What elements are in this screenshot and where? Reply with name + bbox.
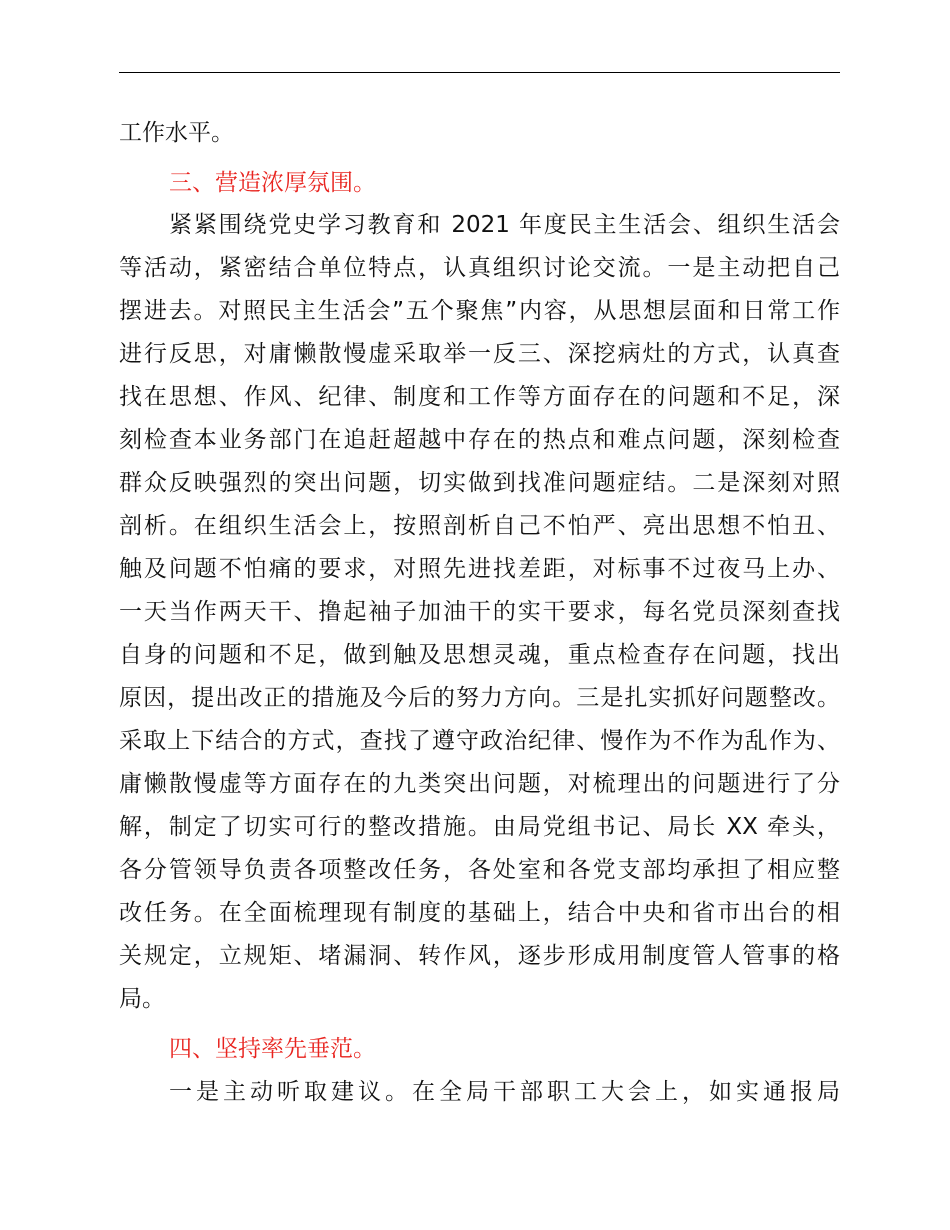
paragraph-line: 采取上下结合的方式，查找了遵守政治纪律、慢作为不作为乱作为、 [119, 728, 840, 754]
paragraph-line-last: 局。 [119, 986, 165, 1012]
paragraph-line: 庸懒散慢虚等方面存在的九类突出问题，对梳理出的问题进行了分 [119, 771, 840, 797]
paragraph-line: 各分管领导负责各项整改任务，各处室和各党支部均承担了相应整 [119, 857, 840, 883]
section-heading-3: 三、营造浓厚氛围。 [169, 170, 376, 196]
paragraph-line: 关规定，立规矩、堵漏洞、转作风，逐步形成用制度管人管事的格 [119, 943, 840, 969]
header-rule [119, 72, 840, 73]
paragraph-line: 等活动，紧密结合单位特点，认真组织讨论交流。一是主动把自己 [119, 255, 840, 281]
section-heading-4: 四、坚持率先垂范。 [169, 1036, 376, 1062]
paragraph-line: 群众反映强烈的突出问题，切实做到找准问题症结。二是深刻对照 [119, 470, 840, 496]
paragraph-line: 改任务。在全面梳理现有制度的基础上，结合中央和省市出台的相 [119, 900, 840, 926]
paragraph-line: 剖析。在组织生活会上，按照剖析自己不怕严、亮出思想不怕丑、 [119, 513, 840, 539]
paragraph-line: 原因，提出改正的措施及今后的努力方向。三是扎实抓好问题整改。 [119, 685, 840, 711]
paragraph-line: 进行反思，对庸懒散慢虚采取举一反三、深挖病灶的方式，认真查 [119, 341, 840, 367]
paragraph-line: 自身的问题和不足，做到触及思想灵魂，重点检查存在问题，找出 [119, 642, 840, 668]
paragraph-line: 找在思想、作风、纪律、制度和工作等方面存在的问题和不足，深 [119, 384, 840, 410]
paragraph-line: 摆进去。对照民主生活会”五个聚焦”内容，从思想层面和日常工作 [119, 298, 840, 324]
paragraph-line: 一是主动听取建议。在全局干部职工大会上，如实通报局 [169, 1079, 840, 1105]
text-line-continuation: 工作水平。 [119, 120, 234, 146]
paragraph-line: 触及问题不怕痛的要求，对照先进找差距，对标事不过夜马上办、 [119, 556, 840, 582]
paragraph-line: 解，制定了切实可行的整改措施。由局党组书记、局长 XX 牵头， [119, 814, 840, 840]
paragraph-line: 紧紧围绕党史学习教育和 2021 年度民主生活会、组织生活会 [169, 212, 840, 238]
paragraph-line: 一天当作两天干、撸起袖子加油干的实干要求，每名党员深刻查找 [119, 599, 840, 625]
paragraph-line: 刻检查本业务部门在追赶超越中存在的热点和难点问题，深刻检查 [119, 427, 840, 453]
